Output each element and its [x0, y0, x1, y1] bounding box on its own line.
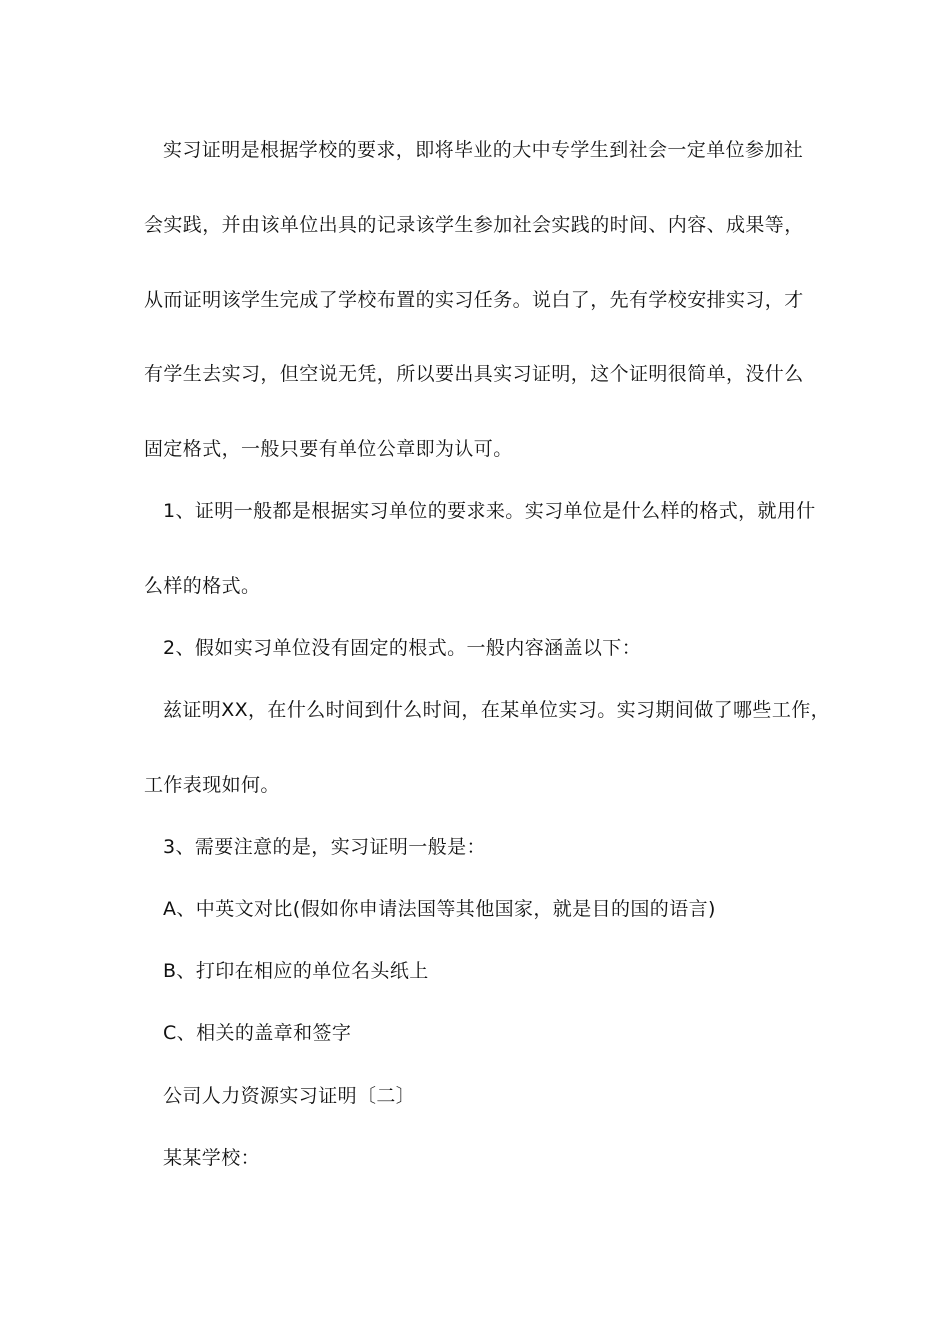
- list-item-line: 3、需要注意的是，实习证明一般是：: [163, 836, 486, 858]
- paragraph-line: 固定格式，一般只要有单位公章即为认可。: [144, 438, 513, 460]
- list-item-line: 1、证明一般都是根据实习单位的要求来。实习单位是什么样的格式，就用什: [163, 500, 816, 522]
- paragraph-line: 实习证明是根据学校的要求，即将毕业的大中专学生到社会一定单位参加社: [163, 139, 804, 161]
- paragraph-line: 从而证明该学生完成了学校布置的实习任务。说白了，先有学校安排实习，才: [144, 289, 804, 311]
- paragraph-line: 工作表现如何。: [144, 774, 280, 796]
- paragraph-line: 会实践，并由该单位出具的记录该学生参加社会实践的时间、内容、成果等，: [144, 214, 804, 236]
- sub-item-line: A、中英文对比(假如你申请法国等其他国家，就是目的国的语言): [163, 898, 716, 920]
- sub-item-line: B、打印在相应的单位名头纸上: [163, 960, 429, 982]
- salutation-line: 某某学校：: [163, 1147, 261, 1169]
- section-title: 公司人力资源实习证明〔二〕: [163, 1085, 416, 1107]
- list-item-line: 2、假如实习单位没有固定的根式。一般内容涵盖以下：: [163, 637, 642, 659]
- sub-item-line: C、相关的盖章和签字: [163, 1022, 352, 1044]
- paragraph-line: 有学生去实习，但空说无凭，所以要出具实习证明，这个证明很简单，没什么: [144, 363, 804, 385]
- paragraph-line: 兹证明XX，在什么时间到什么时间，在某单位实习。实习期间做了哪些工作，: [163, 699, 831, 721]
- list-item-line: 么样的格式。: [144, 575, 261, 597]
